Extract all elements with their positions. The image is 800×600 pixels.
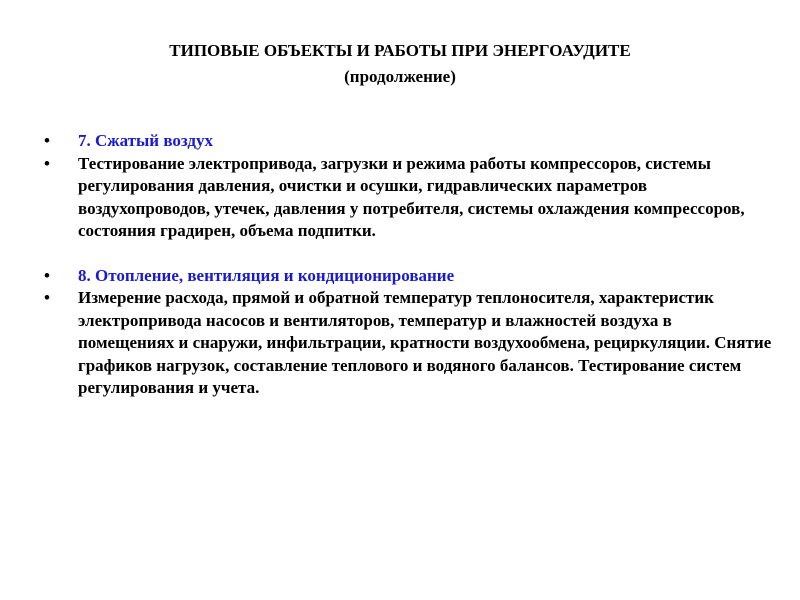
bullet-list bbox=[42, 130, 772, 400]
section-heading-text: 8. Отопление, вентиляция и кондиционирование bbox=[78, 265, 455, 285]
section-heading-hvac bbox=[42, 265, 772, 288]
bullet-icon: • bbox=[44, 265, 50, 285]
section-body-hvac bbox=[42, 287, 772, 400]
section-body-text: Тестирование электропривода, загрузки и режима работы компрессоров, системы регулирования давления, очистки и осушки, гидравлических параметров воздухопроводов, утечек, давления у потребителя, системы охлаждения компрессоров, состояния градирен, объема подпитки. bbox=[78, 153, 745, 240]
bullet-icon: • bbox=[44, 153, 50, 173]
slide-subtitle: (продолжение) bbox=[344, 67, 456, 86]
section-body-compressed-air bbox=[42, 153, 772, 243]
section-heading-text: 7. Сжатый воздух bbox=[78, 131, 214, 150]
slide-title: ТИПОВЫЕ ОБЪЕКТЫ И РАБОТЫ ПРИ ЭНЕРГОАУДИТЕ bbox=[169, 41, 631, 60]
bullet-icon: • bbox=[44, 288, 50, 307]
slide-header bbox=[0, 38, 800, 90]
bullet-icon: • bbox=[44, 131, 50, 150]
section-heading-compressed-air bbox=[42, 130, 772, 153]
section-body-text: Измерение расхода, прямой и обратной температур теплоносителя, характеристик электропривода насосов и вентиляторов, температур и влажностей воздуха в помещениях и снаружи, инфильтрации, кратности воздухообмена, рециркуляции. Снятие графиков нагрузок, составление теплового и водяного балансов. Тестирование систем регулирования и учета. bbox=[78, 288, 772, 397]
